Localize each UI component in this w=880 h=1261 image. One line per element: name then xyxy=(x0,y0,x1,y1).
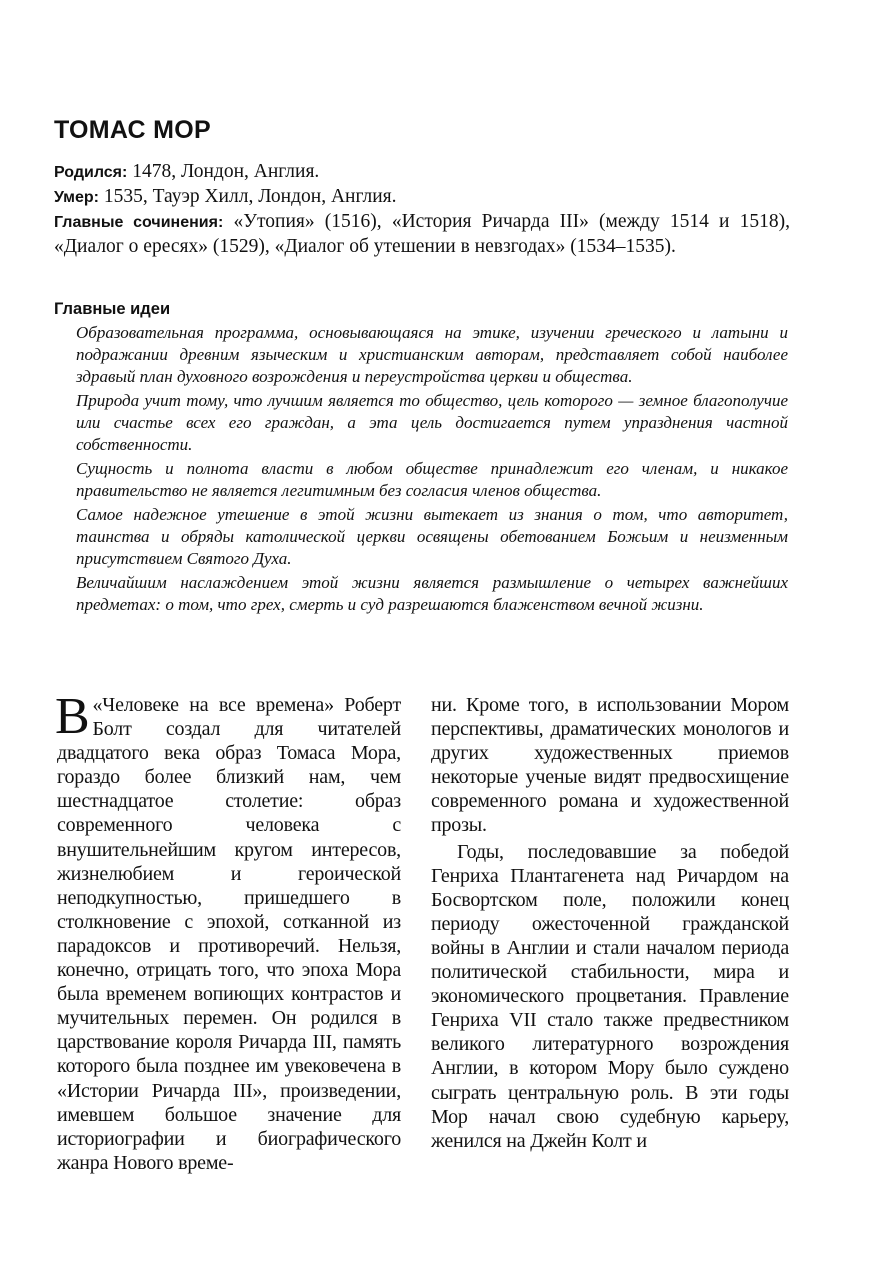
idea-item: Образовательная программа, основывающаяся на этике, изучении греческого и латыни и подражании древним языческим и христианским авторам, представляет собой наиболее здравый план духовного возрождения и переустройства церкви и общества. xyxy=(76,323,788,386)
main-ideas-heading: Главные идеи xyxy=(54,300,171,318)
idea-item: Природа учит тому, что лучшим является то общество, цель которого — земное благополучие или счастье всех его граждан, а эта цель достигается путем упразднения частной собственности. xyxy=(76,391,788,454)
born-line xyxy=(54,160,790,185)
died-line xyxy=(54,185,790,210)
idea-item: Самое надежное утешение в этой жизни вытекает из знания о том, что авторитет, таинства и обряды католической церкви освящены обетованием Божьим и неизменным присутствием Святого Духа. xyxy=(76,505,788,568)
works-value: «Утопия» (1516), «История Ричарда III» (между 1514 и 1518), «Диалог о ересях» (1529), «Диалог об утешении в невзгодах» (1534–1535). xyxy=(54,211,791,257)
idea-item: Величайшим наслаждением этой жизни является размышление о четырех важнейших предметах: о том, что грех, смерть и суд разрешаются блаженством вечной жизни. xyxy=(76,573,788,614)
body-paragraph: Годы, последовавшие за победой Генриха Плантагенета над Ричардом на Босвортском поле, положили конец периоду ожесточенной гражданской войны в Англии и стали началом периода политической стабильности, мира и экономического процветания. Правление Генриха VII стало также предвестником великого литературного возрождения Англии, в котором Мору было суждено сыграть центральную роль. В эти годы Мор начал свою судебную карьеру, женился на Джейн Колт и xyxy=(431,840,789,1152)
body-text: «Человеке на все времена» Роберт Болт создал для читателей двадцатого века образ Томаса Мора, гораздо более близкий нам, чем шестнадцатое столетие: образ современного человека с внушительнейшим кругом интересов, жизнелюбием и героической неподкупностью, пришедшего в столкновение с эпохой, сотканной из парадоксов и противоречий. Нельзя, конечно, отрицать того, что эпоха Мора была временем вопиющих контрастов и мучительных перемен. Он родился в царствование короля Ричарда III, память которого была позднее им увековечена в «Истории Ричарда III», произведении, имевшем большое значение для историографии и биографического жанра Нового време- xyxy=(57,694,401,1174)
body-paragraph: ни. Кроме того, в использовании Мором перспективы, драматических монологов и других художественных приемов некоторые ученые видят предвосхищение современного романа и художественной прозы. xyxy=(431,694,789,837)
body-column-right xyxy=(431,693,789,1153)
born-value: 1478, Лондон, Англия. xyxy=(132,161,320,182)
biographical-info xyxy=(54,160,790,259)
main-ideas-list xyxy=(76,322,788,618)
body-paragraph xyxy=(55,688,401,1175)
works-label: Главные сочинения: xyxy=(54,214,224,231)
idea-item: Сущность и полнота власти в любом обществе принадлежит его членам, и никакое правительство не является легитимным без согласия членов общества. xyxy=(76,459,788,500)
drop-cap: В xyxy=(55,688,90,745)
born-label: Родился: xyxy=(54,164,128,181)
page-title: ТОМАС МОР xyxy=(54,116,211,144)
works-line xyxy=(54,210,790,259)
died-label: Умер: xyxy=(54,189,99,206)
body-column-left xyxy=(55,688,401,1175)
died-value: 1535, Тауэр Хилл, Лондон, Англия. xyxy=(103,186,397,207)
